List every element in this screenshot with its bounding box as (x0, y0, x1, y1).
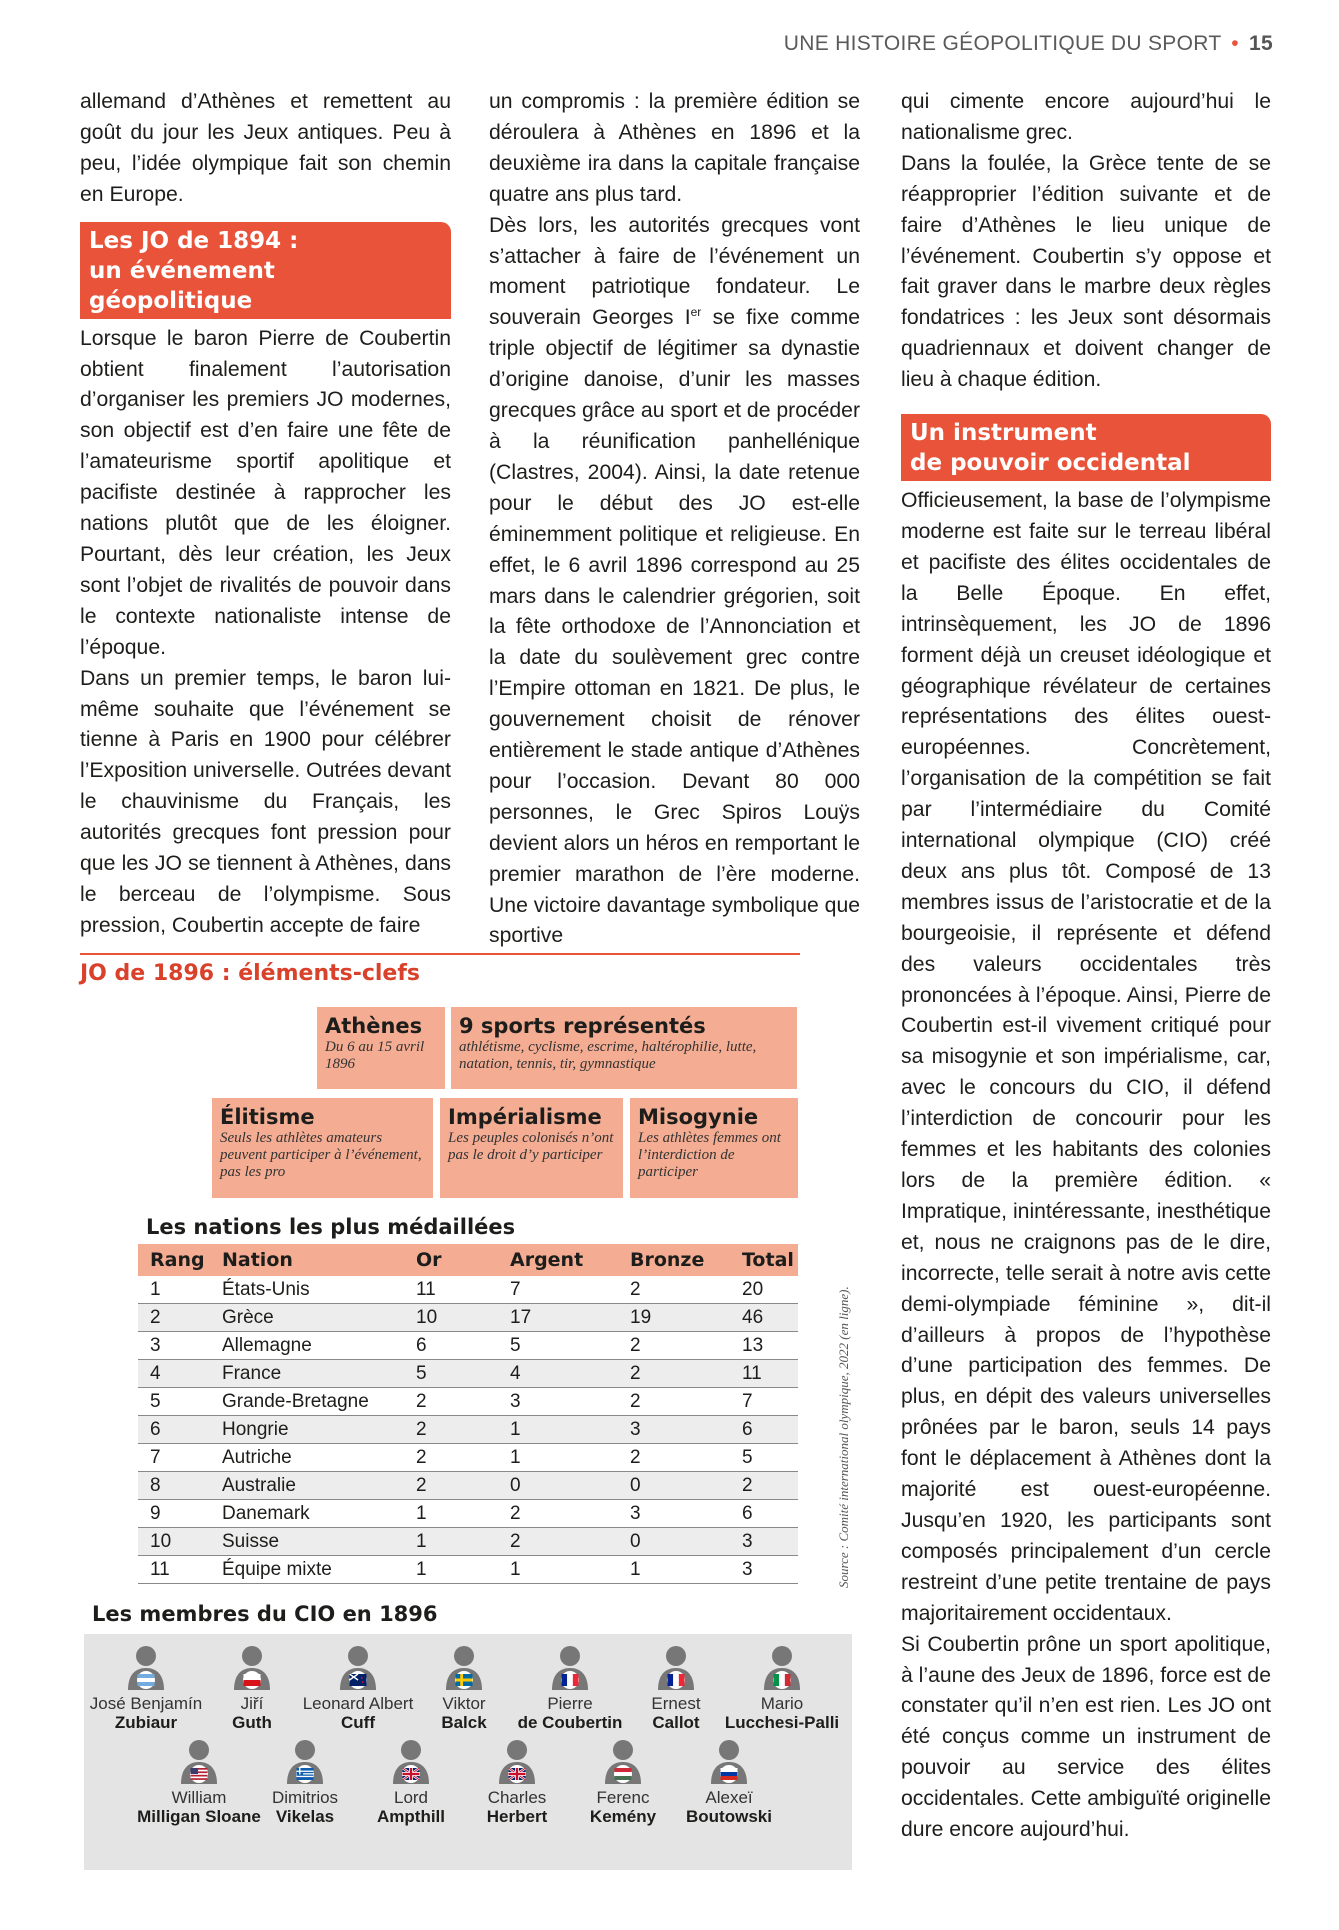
table-cell: 3 (138, 1332, 210, 1360)
table-cell: 8 (138, 1472, 210, 1500)
col-header-bronze: Bronze (618, 1244, 730, 1276)
col3-paragraph-3: Officieusement, la base de l’olympisme moderne est faite sur le terreau libéral et pacifiste des élites occidentales de la Belle Époque. En effet, intrinsèquement, les JO de 1896 forment déjà un creuset idéologique et géographique révélateur de certaines représentations des élites ouest-européennes. Concrètement, l’organisation de la compétition se fait par l’intermédiaire du Comité international olympique (CIO) créé deux ans plus tôt. Composé de 13 membres issus de l’aristocratie et de la bourgeoisie, il représente et défend des valeurs occidentales très prononcées à l’époque. Ainsi, Pierre de Coubertin est-il vivement critiqué pour sa misogynie et son impérialisme, car, avec le concours du CIO, il défend l’interdiction de concourir pour les femmes et les habitants des colonies lors de la première édition. « Impratique, inintéressante, inesthétique et, nous ne craignons pas de le dire, incorrecte, telle serait à notre avis cette demi-olympiade féminine », dit-il d’ailleurs à propos de l’hypothèse d’une participation des femmes. De plus, en dépit des valeurs universelles prônées par le baron, seuls 14 pays font le déplacement à Athènes dont la majorité est ouest-européenne. Jusqu’en 1920, les participants sont composés principalement d’un cercle restreint d’une petite trentaine de pays majoritairement occidentaux. (901, 489, 1271, 1625)
person-with-russia-flag-icon (664, 1738, 794, 1788)
member-first-name: Jiří (240, 1694, 264, 1713)
col2-p2-sup: er (690, 305, 702, 320)
member-first-name: Leonard Albert (302, 1694, 414, 1713)
table-row (138, 1360, 798, 1388)
col2-paragraph-1: un compromis : la première édition se déroulera à Athènes en 1896 et la deuxième ira dans la capitale française quatre ans plus tard. (489, 90, 860, 206)
medal-table-title: Les nations les plus médaillées (146, 1215, 516, 1239)
cio-member (717, 1644, 847, 1732)
member-first-name: Ferenc (596, 1788, 650, 1807)
col2-p2-end: se fixe comme triple objectif de légitimer sa dynastie d’origine danoise, d’unir les masses grecques grâce au sport et de procéder à la réunification panhellénique (Clastres, 2004). Ainsi, la date retenue pour le début des JO est-elle éminemment politique et religieuse. En effet, le 6 avril 1896 correspond au 25 mars dans le calendrier grégorien, soit la fête orthodoxe de l’Annonciation et la date du soulèvement grec contre l’Empire ottoman en 1821. De plus, le gouvernement choisit de rénover entièrement le stade antique d’Athènes pour l’occasion. Devant 80 000 personnes, le Grec Spiros Louÿs devient alors un héros en remportant le premier marathon de l’ère moderne. Une victoire davantage symbolique que sportive (489, 306, 861, 948)
table-row (138, 1416, 798, 1444)
cio-member (664, 1738, 794, 1826)
box-imperialisme-title: Impérialisme (448, 1105, 602, 1129)
box-athenes-title: Athènes (325, 1014, 423, 1038)
member-last-name: Guth (232, 1713, 272, 1732)
table-cell: 7 (138, 1444, 210, 1472)
table-cell: 1 (404, 1556, 498, 1584)
box-athenes (317, 1007, 445, 1089)
table-cell: 1 (404, 1528, 498, 1556)
box-misogynie-sub: Les athlètes femmes ont l’interdiction de participer (638, 1130, 781, 1180)
medal-table (138, 1244, 798, 1584)
member-last-name: Ampthill (377, 1807, 445, 1826)
col3-paragraph-2: Dans la foulée, la Grèce tente de se réapproprier l’édition suivante et de faire d’Athènes le lieu unique de l’événement. Coubertin s’y oppose et fait graver dans le marbre deux règles fondatrices : les Jeux sont désormais quadriennaux et doivent changer de lieu à chaque édition. (901, 151, 1271, 392)
table-row (138, 1444, 798, 1472)
table-cell: 5 (404, 1360, 498, 1388)
table-cell: Équipe mixte (210, 1556, 404, 1584)
table-cell: 0 (498, 1472, 618, 1500)
table-cell: 46 (730, 1304, 798, 1332)
member-last-name: Kemény (589, 1807, 657, 1826)
table-cell: 2 (404, 1416, 498, 1444)
heading-line-1: Un instrument (910, 420, 1097, 447)
table-row (138, 1528, 798, 1556)
table-cell: 2 (730, 1472, 798, 1500)
table-cell: Suisse (210, 1528, 404, 1556)
table-cell: France (210, 1360, 404, 1388)
table-cell: 2 (618, 1276, 730, 1304)
medal-table-header (138, 1244, 798, 1276)
table-cell: 1 (618, 1556, 730, 1584)
table-cell: 2 (618, 1360, 730, 1388)
table-row (138, 1276, 798, 1304)
col-header-nation: Nation (210, 1244, 404, 1276)
col1-intro: allemand d’Athènes et remettent au goût du jour les Jeux antiques. Peu à peu, l’idée olympique fait son chemin en Europe. (80, 90, 451, 206)
member-first-name: Lord (393, 1788, 429, 1807)
table-cell: 10 (404, 1304, 498, 1332)
section-heading-instrument (901, 414, 1271, 481)
table-cell: 1 (498, 1416, 618, 1444)
member-first-name: Charles (487, 1788, 547, 1807)
member-last-name: Vikelas (275, 1807, 335, 1826)
heading-line-2: un événement géopolitique (89, 257, 275, 314)
member-first-name: Mario (760, 1694, 804, 1713)
table-cell: 5 (498, 1332, 618, 1360)
medal-table-body (138, 1276, 798, 1584)
table-row (138, 1500, 798, 1528)
table-cell: 7 (730, 1388, 798, 1416)
box-athenes-sub: Du 6 au 15 avril 1896 (325, 1039, 425, 1072)
member-last-name: Zubiaur (114, 1713, 178, 1732)
table-cell: 1 (498, 1556, 618, 1584)
table-cell: Autriche (210, 1444, 404, 1472)
heading-line-2: de pouvoir occidental (910, 450, 1191, 477)
col2-p2-start: Dès lors, les autorités grecques vont s’attacher à faire de l’événement un moment patriotique fondateur. Le souverain Georges I (489, 213, 860, 330)
table-row (138, 1388, 798, 1416)
table-cell: 2 (404, 1472, 498, 1500)
table-row (138, 1556, 798, 1584)
box-misogynie (630, 1098, 798, 1198)
table-cell: 11 (138, 1556, 210, 1584)
col2-paragraph-2 (489, 211, 860, 953)
table-cell: 2 (618, 1388, 730, 1416)
col-header-total: Total (730, 1244, 798, 1276)
table-cell: 3 (618, 1500, 730, 1528)
member-last-name: de Coubertin (517, 1713, 623, 1732)
running-title: UNE HISTOIRE GÉOPOLITIQUE DU SPORT (783, 32, 1222, 55)
table-cell: 3 (730, 1556, 798, 1584)
table-row (138, 1304, 798, 1332)
table-cell: 1 (404, 1500, 498, 1528)
table-cell: 11 (730, 1360, 798, 1388)
cio-title: Les membres du CIO en 1896 (92, 1602, 438, 1626)
member-last-name: Callot (652, 1713, 700, 1732)
infographic-title: JO de 1896 : éléments-clefs (80, 953, 800, 986)
box-sports-sub: athlétisme, cyclisme, escrime, haltérophilie, lutte, natation, tennis, tir, gymnastique (459, 1039, 757, 1072)
table-cell: États-Unis (210, 1276, 404, 1304)
box-imperialisme (440, 1098, 623, 1198)
table-cell: Grèce (210, 1304, 404, 1332)
table-cell: 17 (498, 1304, 618, 1332)
column-2 (489, 87, 860, 952)
table-cell: 2 (404, 1444, 498, 1472)
box-elitisme-title: Élitisme (220, 1105, 315, 1129)
table-cell: 10 (138, 1528, 210, 1556)
section-heading-1894 (80, 222, 451, 319)
box-misogynie-title: Misogynie (638, 1105, 759, 1129)
col-header-argent: Argent (498, 1244, 618, 1276)
member-first-name: Viktor (442, 1694, 486, 1713)
member-last-name: Herbert (486, 1807, 548, 1826)
table-cell: 20 (730, 1276, 798, 1304)
member-first-name: William (171, 1788, 227, 1807)
table-cell: 3 (498, 1388, 618, 1416)
table-cell: 1 (138, 1276, 210, 1304)
table-cell: Allemagne (210, 1332, 404, 1360)
box-sports-title: 9 sports représentés (459, 1014, 706, 1038)
person-with-italy-flag-icon (717, 1644, 847, 1694)
page-number: 15 (1249, 32, 1273, 55)
box-sports (451, 1007, 797, 1089)
table-cell: 5 (730, 1444, 798, 1472)
table-cell: 2 (498, 1528, 618, 1556)
table-cell: Danemark (210, 1500, 404, 1528)
member-last-name: Balck (441, 1713, 487, 1732)
table-cell: 2 (618, 1332, 730, 1360)
table-cell: 6 (404, 1332, 498, 1360)
table-cell: 6 (138, 1416, 210, 1444)
table-cell: 3 (618, 1416, 730, 1444)
table-cell: 2 (138, 1304, 210, 1332)
table-cell: Australie (210, 1472, 404, 1500)
col3-paragraph-1: qui cimente encore aujourd’hui le nationalisme grec. (901, 90, 1271, 144)
member-first-name: Dimitrios (271, 1788, 339, 1807)
table-cell: 6 (730, 1416, 798, 1444)
table-cell: 4 (138, 1360, 210, 1388)
member-last-name: Lucchesi-Palli (724, 1713, 840, 1732)
table-cell: 3 (730, 1528, 798, 1556)
member-last-name: Boutowski (686, 1807, 772, 1826)
table-cell: 9 (138, 1500, 210, 1528)
running-header (784, 32, 1273, 56)
table-cell: 5 (138, 1388, 210, 1416)
box-elitisme (212, 1098, 433, 1198)
table-cell: Grande-Bretagne (210, 1388, 404, 1416)
table-cell: 19 (618, 1304, 730, 1332)
column-3 (901, 87, 1271, 1846)
col1-paragraph-2: Dans un premier temps, le baron lui-même souhaite que l’événement se tienne à Paris en 1900 pour célébrer l’Exposition universelle. Outrées devant le chauvinisme du Français, les autorités grecques font pression pour que les JO se tiennent à Athènes, dans le berceau de l’olympisme. Sous pression, Coubertin accepte de faire (80, 666, 451, 937)
member-last-name: Cuff (341, 1713, 375, 1732)
table-cell: 13 (730, 1332, 798, 1360)
table-cell: Hongrie (210, 1416, 404, 1444)
table-cell: 6 (730, 1500, 798, 1528)
column-1 (80, 87, 451, 942)
col-header-rang: Rang (138, 1244, 210, 1276)
cio-members-panel (84, 1634, 852, 1870)
box-imperialisme-sub: Les peuples colonisés n’ont pas le droit d’y participer (448, 1130, 614, 1163)
table-cell: 4 (498, 1360, 618, 1388)
col-header-or: Or (404, 1244, 498, 1276)
table-cell: 2 (404, 1388, 498, 1416)
member-first-name: Ernest (651, 1694, 701, 1713)
table-cell: 1 (498, 1444, 618, 1472)
table-cell: 7 (498, 1276, 618, 1304)
table-cell: 0 (618, 1528, 730, 1556)
member-first-name: José Benjamín (89, 1694, 203, 1713)
table-row (138, 1332, 798, 1360)
table-row (138, 1472, 798, 1500)
member-first-name: Pierre (547, 1694, 593, 1713)
box-elitisme-sub: Seuls les athlètes amateurs peuvent participer à l’événement, pas les pro (220, 1130, 422, 1180)
table-cell: 0 (618, 1472, 730, 1500)
member-first-name: Alexeï (705, 1788, 753, 1807)
heading-line-1: Les JO de 1894 : (89, 227, 299, 254)
col3-paragraph-4: Si Coubertin prône un sport apolitique, à l’aune des Jeux de 1896, force est de constater qu’il n’en est rien. Les JO ont été conçus comme un instrument de pouvoir au service des élites occidentales. Cette ambiguïté originelle dure encore aujourd’hui. (901, 1632, 1271, 1842)
table-cell: 2 (498, 1500, 618, 1528)
table-cell: 2 (618, 1444, 730, 1472)
col1-paragraph-1: Lorsque le baron Pierre de Coubertin obtient finalement l’autorisation d’organiser les premiers JO modernes, son objectif est d’en faire une fête de l’amateurisme sportif apolitique et pacifiste destinée à rapprocher les nations plutôt que de les éloigner. Pourtant, dès leur création, les Jeux sont l’objet de rivalités de pouvoir dans le contexte nationaliste intense de l’époque. (80, 326, 451, 659)
source-note: Source : Comité international olympique, 2022 (en ligne). (836, 1286, 851, 1588)
table-cell: 11 (404, 1276, 498, 1304)
header-bullet: • (1231, 32, 1239, 55)
member-last-name: Milligan Sloane (137, 1807, 261, 1826)
